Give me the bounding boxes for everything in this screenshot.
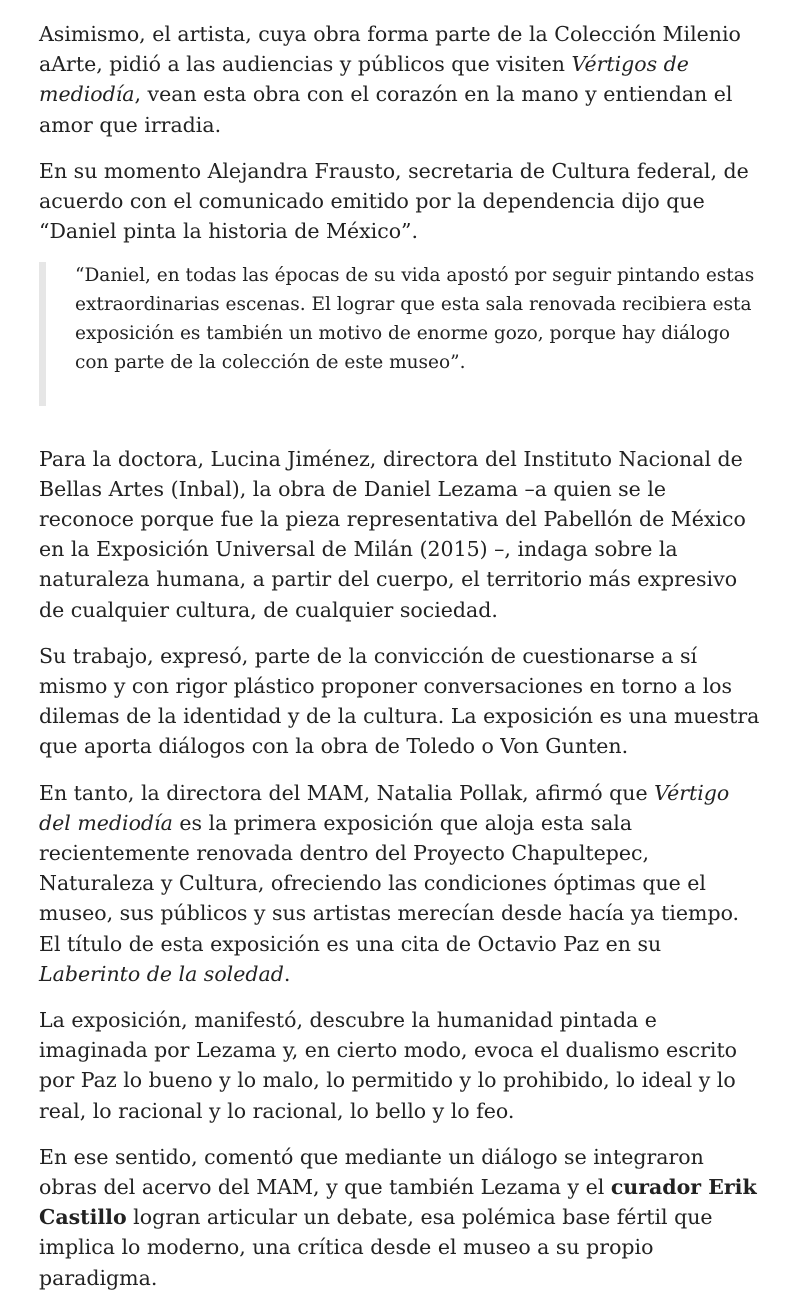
paragraph-4: Su trabajo, expresó, parte de la convicción de cuestionarse a sí mismo y con rigor plástico proponer conversaciones en torno a los dilemas de la identidad y de la cultura. La exposición es una muestra que aporta diálogos con la obra de Toledo o Von Gunten. (39, 643, 760, 759)
paragraph-7-text-b: logran articular un debate, esa polémica base fértil que implica lo moderno, una crítica desde el museo a su propio paradigma. (39, 1205, 713, 1290)
paragraph-5-text-b: es la primera exposición que aloja esta sala recientemente renovada dentro del Proyecto Chapultepec, Naturaleza y Cultura, ofreciendo las condiciones óptimas que el museo, sus públicos y sus artistas merecían desde hacía ya tiempo. El título de esta exposición es una cita de Octavio Paz en su (39, 810, 740, 956)
paragraph-7-text-a: En ese sentido, comentó que mediante un diálogo se integraron obras del acervo del MAM, y que también Lezama y el (39, 1144, 704, 1200)
paragraph-5 (39, 778, 764, 989)
quote-text: “Daniel, en todas las épocas de su vida apostó por seguir pintando estas extraordinarias escenas. El lograr que esta sala renovada recibiera esta exposición es también un motivo de enorme gozo, porque hay diálogo con parte de la colección de este museo”. (75, 265, 755, 373)
paragraph-1 (39, 0, 764, 140)
paragraph-5-text-c: . (283, 961, 291, 986)
paragraph-6: La exposición, manifestó, descubre la humanidad pintada e imaginada por Lezama y, en cierto modo, evoca el dualismo escrito por Paz lo bueno y lo malo, lo permitido y lo prohibido, lo ideal y lo real, lo racional y lo racional, lo bello y lo feo. (39, 1008, 738, 1123)
paragraph-1-text-a: Asimismo, el artista, cuya obra forma parte de la Colección Milenio aArte, pidió a las audiencias y públicos que visiten (39, 22, 741, 77)
paragraph-5-text-a: En tanto, la directora del MAM, Natalia Pollak, afirmó que (39, 780, 655, 805)
book-title: Laberinto de la soledad (39, 961, 284, 986)
curator-name: curador Erik Castillo (39, 1175, 757, 1230)
paragraph-1-text-b: , vean esta obra con el corazón en la mano y entiendan el amor que irradia. (39, 82, 733, 137)
paragraph-7 (39, 1142, 764, 1293)
exhibition-title-2: Vértigo del mediodía (39, 780, 730, 835)
paragraph-2: En su momento Alejandra Frausto, secretaria de Cultura federal, de acuerdo con el comunicado emitido por la dependencia dijo que “Daniel pinta la historia de México”. (39, 158, 749, 244)
blockquote (39, 262, 764, 405)
paragraph-3: Para la doctora, Lucina Jiménez, directora del Instituto Nacional de Bellas Artes (Inbal), la obra de Daniel Lezama –a quien se le reconoce porque fue la pieza representativa del Pabellón de México en la Exposición Universal de Milán (2015) –, indaga sobre la naturaleza humana, a partir del cuerpo, el territorio más expresivo de cualquier cultura, de cualquier sociedad. (39, 446, 746, 622)
exhibition-title: Vértigos de mediodía (39, 52, 689, 107)
